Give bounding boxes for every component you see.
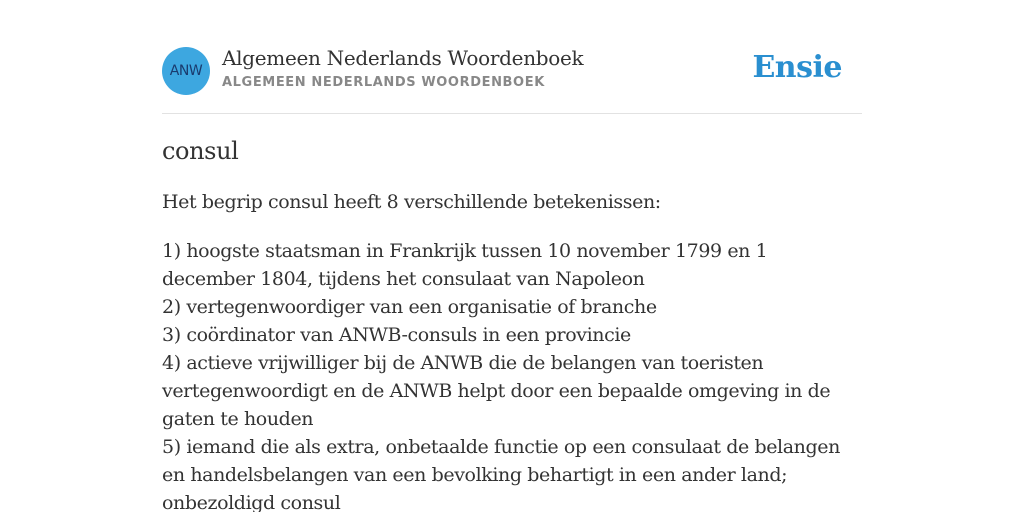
- definition-item: 1) hoogste staatsman in Frankrijk tussen 10 november 1799 en 1 december 1804, tijdens het consulaat van Napoleon: [162, 240, 768, 290]
- definition-item: 5) iemand die als extra, onbetaalde functie op een consulaat de belangen en handelsbelangen van een bevolking behartigt in een ander land; onbezoldigd consul: [162, 436, 840, 512]
- entry-term: consul: [162, 137, 239, 165]
- brand-logo[interactable]: Ensie: [752, 50, 842, 85]
- definition-item: 2) vertegenwoordiger van een organisatie of branche: [162, 296, 657, 318]
- header: [162, 46, 862, 96]
- entry-intro: Het begrip consul heeft 8 verschillende betekenissen:: [162, 191, 661, 213]
- definition-item: 3) coördinator van ANWB-consuls in een provincie: [162, 324, 631, 346]
- source-subtitle: ALGEMEEN NEDERLANDS WOORDENBOEK: [222, 75, 545, 90]
- definition-item: 4) actieve vrijwilliger bij de ANWB die de belangen van toeristen vertegenwoordigt en de ANWB helpt door een bepaalde omgeving in de gaten te houden: [162, 352, 831, 430]
- header-divider: [162, 113, 862, 114]
- source-title[interactable]: Algemeen Nederlands Woordenboek: [222, 46, 584, 70]
- definition-list: [162, 237, 862, 512]
- source-logo[interactable]: ANW: [162, 47, 210, 95]
